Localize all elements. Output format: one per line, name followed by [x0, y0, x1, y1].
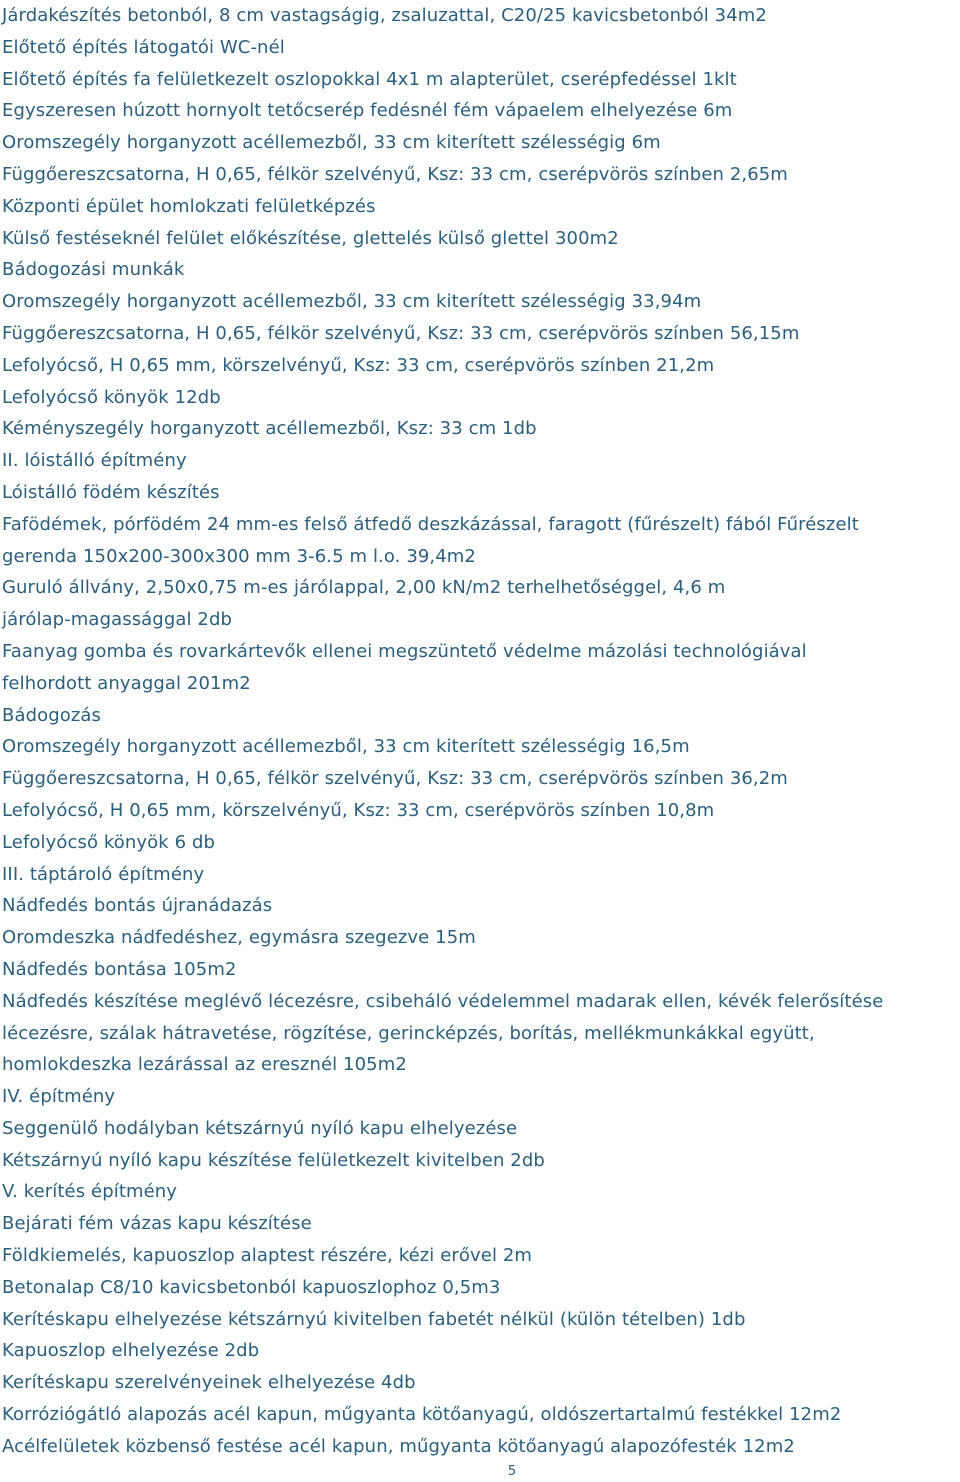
list-item: Nádfedés bontása 105m2 [2, 958, 237, 980]
list-item: Lefolyócső, H 0,65 mm, körszelvényű, Ksz: 33 cm, cserépvörös színben 10,8m [2, 799, 715, 821]
section-heading: V. kerítés építmény [2, 1181, 178, 1203]
list-item: Előtető építés fa felületkezelt oszlopokkal 4x1 m alapterület, cserépfedéssel 1klt [2, 68, 737, 90]
section-heading: Bejárati fém vázas kapu készítése [2, 1213, 312, 1235]
list-item: Oromszegély horganyzott acéllemezből, 33 cm kiterített szélességig 33,94m [2, 291, 702, 313]
list-item: Külső festéseknél felület előkészítése, glettelés külső glettel 300m2 [2, 227, 619, 249]
list-item: Kétszárnyú nyíló kapu készítése felületkezelt kivitelben 2db [2, 1149, 545, 1171]
section-heading: II. lóistálló építmény [2, 450, 187, 472]
list-item: felhordott anyaggal 201m2 [2, 672, 251, 694]
list-item: Függőereszcsatorna, H 0,65, félkör szelvényű, Ksz: 33 cm, cserépvörös színben 2,65m [2, 163, 788, 185]
list-item: Oromszegély horganyzott acéllemezből, 33 cm kiterített szélességig 6m [2, 132, 661, 154]
section-heading: Seggenülő hodályban kétszárnyú nyíló kapu elhelyezése [2, 1117, 518, 1139]
list-item: Nádfedés készítése meglévő lécezésre, csibeháló védelemmel madarak ellen, kévék felerősítése [2, 990, 884, 1012]
section-heading: Bádogozás [2, 704, 102, 726]
list-item: Egyszeresen húzott hornyolt tetőcserép fedésnél fém vápaelem elhelyezése 6m [2, 100, 733, 122]
list-item: Földkiemelés, kapuoszlop alaptest részére, kézi erővel 2m [2, 1245, 533, 1267]
list-item: Függőereszcsatorna, H 0,65, félkör szelvényű, Ksz: 33 cm, cserépvörös színben 56,15m [2, 322, 800, 344]
list-item: Lefolyócső könyök 6 db [2, 831, 216, 853]
list-item: Oromszegély horganyzott acéllemezből, 33 cm kiterített szélességig 16,5m [2, 736, 690, 758]
list-item: Kapuoszlop elhelyezése 2db [2, 1340, 260, 1362]
section-heading: Lóistálló födém készítés [2, 481, 220, 503]
list-item: gerenda 150x200-300x300 mm 3-6.5 m l.o. 39,4m2 [2, 545, 476, 567]
list-item: Oromdeszka nádfedéshez, egymásra szegezve 15m [2, 927, 476, 949]
list-item: Kerítéskapu elhelyezése kétszárnyú kivitelben fabetét nélkül (külön tételben) 1db [2, 1308, 746, 1330]
section-heading: Központi épület homlokzati felületképzés [2, 195, 376, 217]
list-item: Faanyag gomba és rovarkártevők ellenei megszüntető védelme mázolási technológiával [2, 640, 807, 662]
list-item: Lefolyócső könyök 12db [2, 386, 221, 408]
list-item: Függőereszcsatorna, H 0,65, félkör szelvényű, Ksz: 33 cm, cserépvörös színben 36,2m [2, 768, 788, 790]
page-number: 5 [507, 1464, 517, 1479]
list-item: homlokdeszka lezárással az eresznél 105m2 [2, 1054, 407, 1076]
section-heading: III. táptároló építmény [2, 863, 205, 885]
list-item: lécezésre, szálak hátravetése, rögzítése, gerincképzés, borítás, mellékmunkákkal együtt, [2, 1022, 815, 1044]
list-item: Járdakészítés betonból, 8 cm vastagságig, zsaluzattal, C20/25 kavicsbetonból 34m2 [2, 5, 767, 26]
section-heading: Bádogozási munkák [2, 259, 185, 281]
list-item: Acélfelületek közbenső festése acél kapun, műgyanta kötőanyagú alapozófesték 12m2 [2, 1435, 795, 1457]
list-item: Lefolyócső, H 0,65 mm, körszelvényű, Ksz: 33 cm, cserépvörös színben 21,2m [2, 354, 715, 376]
list-item: Kerítéskapu szerelvényeinek elhelyezése 4db [2, 1372, 416, 1394]
list-item: Fafödémek, pórfödém 24 mm-es felső átfedő deszkázással, faragott (fűrészelt) fából Fűrészelt [2, 513, 859, 535]
list-item: Guruló állvány, 2,50x0,75 m-es járólappal, 2,00 kN/m2 terhelhetőséggel, 4,6 m [2, 577, 726, 599]
list-item: Betonalap C8/10 kavicsbetonból kapuoszlophoz 0,5m3 [2, 1276, 501, 1298]
list-item: Korróziógátló alapozás acél kapun, műgyanta kötőanyagú, oldószertartalmú festékkel 12m2 [2, 1404, 842, 1426]
section-heading: IV. építmény [2, 1086, 116, 1108]
section-heading: Nádfedés bontás újranádazás [2, 895, 273, 917]
list-item: Előtető építés látogatói WC-nél [2, 36, 285, 58]
list-item: járólap-magassággal 2db [2, 609, 233, 631]
item-list [2, 0, 960, 1463]
list-item: Kéményszegély horganyzott acéllemezből, Ksz: 33 cm 1db [2, 418, 537, 440]
